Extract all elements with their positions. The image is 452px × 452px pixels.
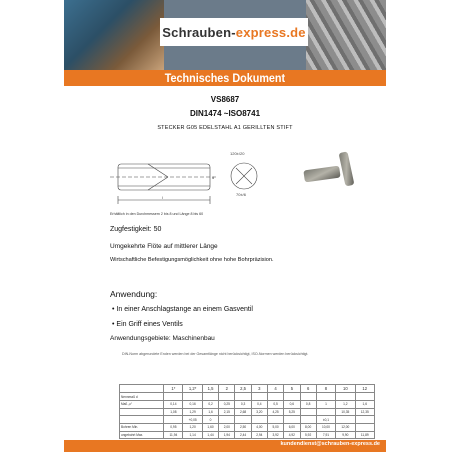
- drawing-dim-left: 70±/6: [236, 192, 246, 197]
- application-item: • Ein Griff eines Ventils: [112, 321, 183, 328]
- document-title: Technisches Dokument: [164, 71, 286, 85]
- table-cell: 12,35: [355, 408, 374, 416]
- brand-name-accent: express.de: [235, 24, 306, 40]
- table-header-cell: 2,5: [235, 385, 251, 393]
- table-cell: [355, 416, 374, 424]
- screws-photo-right: [306, 0, 386, 70]
- table-header-cell: 8: [316, 385, 335, 393]
- table-row: [120, 408, 375, 416]
- table-cell: 4,92: [284, 431, 300, 439]
- tensile-strength: Zugfestigkeit: 50: [110, 226, 162, 233]
- table-cell: 1,6: [355, 400, 374, 408]
- table-cell: 2,68: [235, 408, 251, 416]
- table-cell: Bohren Min.: [120, 423, 164, 431]
- header-banner: [64, 0, 386, 70]
- table-cell: [267, 393, 283, 401]
- feature-flute: Umgekehrte Flöte auf mittlerer Länge: [110, 243, 218, 250]
- table-cell: [219, 416, 235, 424]
- table-cell: 0,14: [164, 400, 183, 408]
- table-cell: 0,8: [300, 400, 316, 408]
- table-cell: [300, 416, 316, 424]
- table-header-cell: [120, 385, 164, 393]
- table-cell: 2,94: [251, 431, 267, 439]
- drawing-dim-top: 120±/20: [230, 151, 245, 156]
- table-cell: [183, 393, 203, 401]
- product-standard: DIN1474 ~ISO8741: [189, 109, 261, 118]
- table-header-cell: 6: [300, 385, 316, 393]
- table-cell: 3,92: [267, 431, 283, 439]
- table-cell: 1,94: [219, 431, 235, 439]
- table-cell: 11,89: [355, 431, 374, 439]
- table-row: [120, 423, 375, 431]
- table-cell: [120, 416, 164, 424]
- drawing-dim-d: d: [212, 175, 215, 180]
- table-cell: 0,5: [267, 400, 283, 408]
- table-cell: +0,05: [183, 416, 203, 424]
- tools-photo-left: [64, 0, 164, 70]
- table-cell: 1,29: [183, 408, 203, 416]
- table-cell: 10,35: [336, 408, 355, 416]
- table-cell: 1,44: [202, 431, 218, 439]
- table-cell: 9,90: [336, 431, 355, 439]
- table-cell: 2,15: [219, 408, 235, 416]
- table-row: [120, 400, 375, 408]
- table-header-cell: 12: [355, 385, 374, 393]
- table-cell: 0,4: [251, 400, 267, 408]
- table-header-cell: 1,5: [202, 385, 218, 393]
- table-cell: 0,25: [219, 400, 235, 408]
- table-cell: 4,00: [251, 423, 267, 431]
- table-cell: 3,20: [251, 408, 267, 416]
- product-code: VS8687: [210, 95, 240, 104]
- table-header-row: [120, 385, 375, 393]
- table-row: [120, 431, 375, 439]
- table-cell: 4,25: [267, 408, 283, 416]
- table-cell: Maß „c“: [120, 400, 164, 408]
- table-cell: 6,00: [284, 423, 300, 431]
- table-cell: [164, 393, 183, 401]
- table-cell: [300, 393, 316, 401]
- table-cell: [267, 416, 283, 424]
- table-cell: 0,6: [284, 400, 300, 408]
- feature-economic: Wirtschaftliche Befestigungsmöglichkeit ohne hohe Bohrpräzision.: [110, 257, 274, 263]
- table-cell: 12,00: [336, 423, 355, 431]
- table-cell: [202, 393, 218, 401]
- table-cell: 1,2: [336, 400, 355, 408]
- table-cell: [235, 416, 251, 424]
- table-cell: [164, 416, 183, 424]
- table-cell: 1,60: [202, 423, 218, 431]
- standard-footnote: DIN-Norm abgerundete Enden werden bei der Gesamtlänge nicht berücksichtigt, ISO-Normen werden berücksichtigt.: [122, 352, 309, 356]
- table-cell: 1,14: [183, 431, 203, 439]
- table-cell: [251, 416, 267, 424]
- table-cell: Nennmaß d: [120, 393, 164, 401]
- table-cell: 0,95: [164, 423, 183, 431]
- table-cell: [251, 393, 267, 401]
- table-cell: 5,25: [284, 408, 300, 416]
- pin-photo: [298, 146, 358, 204]
- table-cell: [120, 408, 164, 416]
- table-cell: [336, 416, 355, 424]
- table-header-cell: 3: [251, 385, 267, 393]
- table-cell: 5,00: [267, 423, 283, 431]
- table-cell: ±0,1: [316, 416, 335, 424]
- table-cell: [284, 416, 300, 424]
- application-item: • In einer Anschlagstange an einem Gasventil: [112, 306, 253, 313]
- application-areas: Anwendungsgebiete: Maschinenbau: [110, 335, 215, 342]
- table-cell: 1,08: [164, 408, 183, 416]
- table-cell: 0,3: [235, 400, 251, 408]
- footer-email[interactable]: kundendienst@schrauben-express.de: [280, 441, 380, 447]
- table-cell: 1: [316, 400, 335, 408]
- table-cell: [235, 393, 251, 401]
- table-cell: [336, 393, 355, 401]
- table-cell: 7,91: [316, 431, 335, 439]
- table-header-cell: 10: [336, 385, 355, 393]
- brand-logo: [160, 18, 308, 46]
- brand-name-main: Schrauben-: [162, 24, 236, 40]
- table-cell: 0,2: [202, 400, 218, 408]
- table-header-cell: 5: [284, 385, 300, 393]
- table-row: [120, 393, 375, 401]
- table-cell: 11,94: [164, 431, 183, 439]
- table-cell: 0: [202, 416, 218, 424]
- table-cell: 2,44: [235, 431, 251, 439]
- table-cell: [316, 408, 335, 416]
- table-header-cell: 2: [219, 385, 235, 393]
- document-title-bar: [64, 70, 386, 86]
- table-cell: [355, 423, 374, 431]
- table-cell: 5,92: [300, 431, 316, 439]
- availability-note: Erhältlich in den Durchmessern 2 bis 8 und Länge 8 bis 60: [110, 212, 204, 216]
- table-cell: [219, 393, 235, 401]
- table-cell: [316, 393, 335, 401]
- technical-drawing: [108, 146, 268, 208]
- table-cell: 0,16: [183, 400, 203, 408]
- table-cell: 8,00: [300, 423, 316, 431]
- table-cell: 10,00: [316, 423, 335, 431]
- footer-bar: [64, 440, 386, 452]
- table-cell: 2,50: [235, 423, 251, 431]
- product-description: STECKER G05 EDELSTAHL A1 GERILLTEN STIFT: [157, 125, 293, 131]
- table-cell: 1,6: [202, 408, 218, 416]
- document-page: [64, 0, 386, 452]
- table-header-cell: 1,2*: [183, 385, 203, 393]
- table-cell: ungebohrt Max.: [120, 431, 164, 439]
- spec-table: [119, 384, 375, 439]
- application-heading: Anwendung:: [110, 289, 158, 299]
- table-cell: [284, 393, 300, 401]
- table-header-cell: 1*: [164, 385, 183, 393]
- application-item-text: In einer Anschlagstange an einem Gasventil: [116, 306, 253, 313]
- table-row: [120, 416, 375, 424]
- table-cell: [300, 408, 316, 416]
- application-item-text: Ein Griff eines Ventils: [116, 321, 183, 328]
- table-cell: [355, 393, 374, 401]
- table-cell: 1,20: [183, 423, 203, 431]
- table-header-cell: 4: [267, 385, 283, 393]
- table-cell: 2,00: [219, 423, 235, 431]
- drawing-dim-l: l: [162, 195, 163, 200]
